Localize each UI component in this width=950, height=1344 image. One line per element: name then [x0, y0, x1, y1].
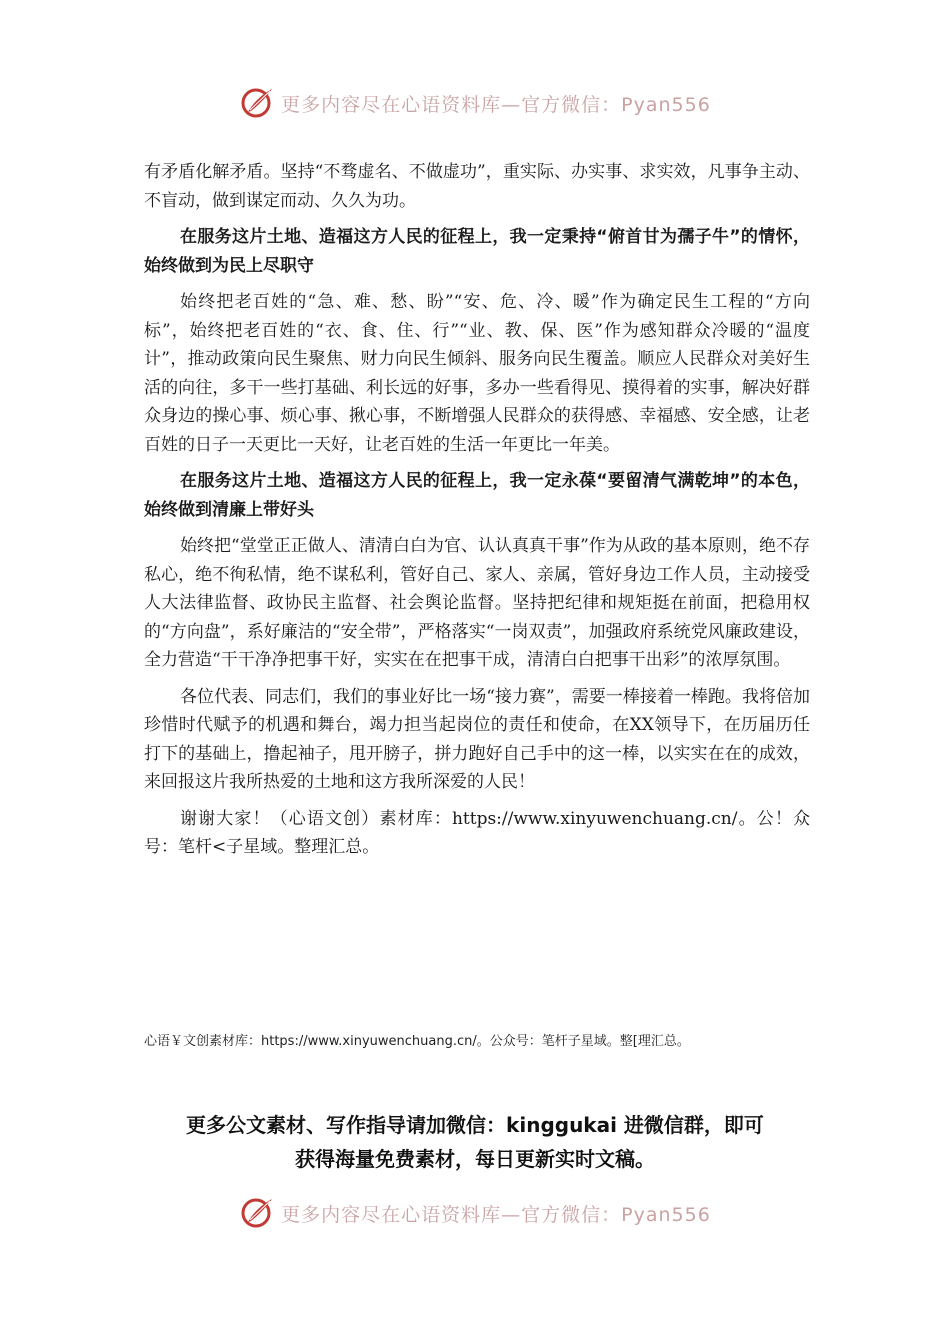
- body-paragraph: 各位代表、同志们，我们的事业好比一场“接力赛”，需要一棒接着一棒跑。我将倍加珍惜时代赋予的机遇和舞台，竭力担当起岗位的责任和使命，在XX领导下，在历届历任打下的基础上，撸起袖子，甩开膀子，拼力跑好自己手中的这一棒，以实实在在的成效，来回报这片我所热爱的土地和这方我所深爱的人民！: [144, 686, 810, 792]
- header-banner: [0, 83, 950, 123]
- section-heading: 在服务这片土地、造福这方人民的征程上，我一定秉持“俯首甘为孺子牛”的情怀，始终做到为民上尽职守: [144, 227, 810, 276]
- footer-banner: [0, 1193, 950, 1233]
- closing-paragraph: 谢谢大家！（心语文创）素材库：https://www.xinyuwenchuang.cn/。公！众号：笔杆<子星域。整理汇总。: [144, 808, 810, 857]
- feather-pen-logo-icon: [239, 85, 275, 121]
- paragraph-continuation: 有矛盾化解矛盾。坚持“不骛虚名、不做虚功”，重实际、办实事、求实效，凡事争主动、不盲动，做到谋定而动、久久为功。: [144, 162, 810, 211]
- promo-line-2: 获得海量免费素材，每日更新实时文稿。: [295, 1147, 655, 1171]
- document-body: [144, 158, 810, 870]
- feather-pen-logo-icon: [239, 1195, 275, 1231]
- source-footnote: 心语￥文创素材库：https://www.xinyuwenchuang.cn/。公众号：笔杆子星域。整[理汇总。: [144, 1034, 690, 1049]
- section-heading: 在服务这片土地、造福这方人民的征程上，我一定永葆“要留清气满乾坤”的本色，始终做到清廉上带好头: [144, 471, 810, 520]
- footer-banner-text: 更多内容尽在心语资料库—官方微信：Pyan556: [281, 1203, 711, 1226]
- body-paragraph: 始终把“堂堂正正做人、清清白白为官、认认真真干事”作为从政的基本原则，绝不存私心，绝不徇私情，绝不谋私利，管好自己、家人、亲属，管好身边工作人员，主动接受人大法律监督、政协民主监督、社会舆论监督。坚持把纪律和规矩挺在前面，把稳用权的“方向盘”，系好廉洁的“安全带”，严格落实“一岗双责”，加强政府系统党风廉政建设，全力营造“干干净净把事干好，实实在在把事干成，清清白白把事干出彩”的浓厚氛围。: [144, 536, 810, 670]
- body-paragraph: 始终把老百姓的“急、难、愁、盼”“安、危、冷、暖”作为确定民生工程的“方向标”，始终把老百姓的“衣、食、住、行”“业、教、保、医”作为感知群众冷暖的“温度计”，推动政策向民生聚焦、财力向民生倾斜、服务向民生覆盖。顺应人民群众对美好生活的向往，多干一些打基础、利长远的好事，多办一些看得见、摸得着的实事，解决好群众身边的操心事、烦心事、揪心事，不断增强人民群众的获得感、幸福感、安全感，让老百姓的日子一天更比一天好，让老百姓的生活一年更比一年美。: [144, 292, 811, 455]
- header-banner-text: 更多内容尽在心语资料库—官方微信：Pyan556: [281, 93, 711, 116]
- promo-line-1: 更多公文素材、写作指导请加微信：kinggukai 进微信群，即可: [186, 1113, 764, 1137]
- promo-notice: [100, 1108, 850, 1176]
